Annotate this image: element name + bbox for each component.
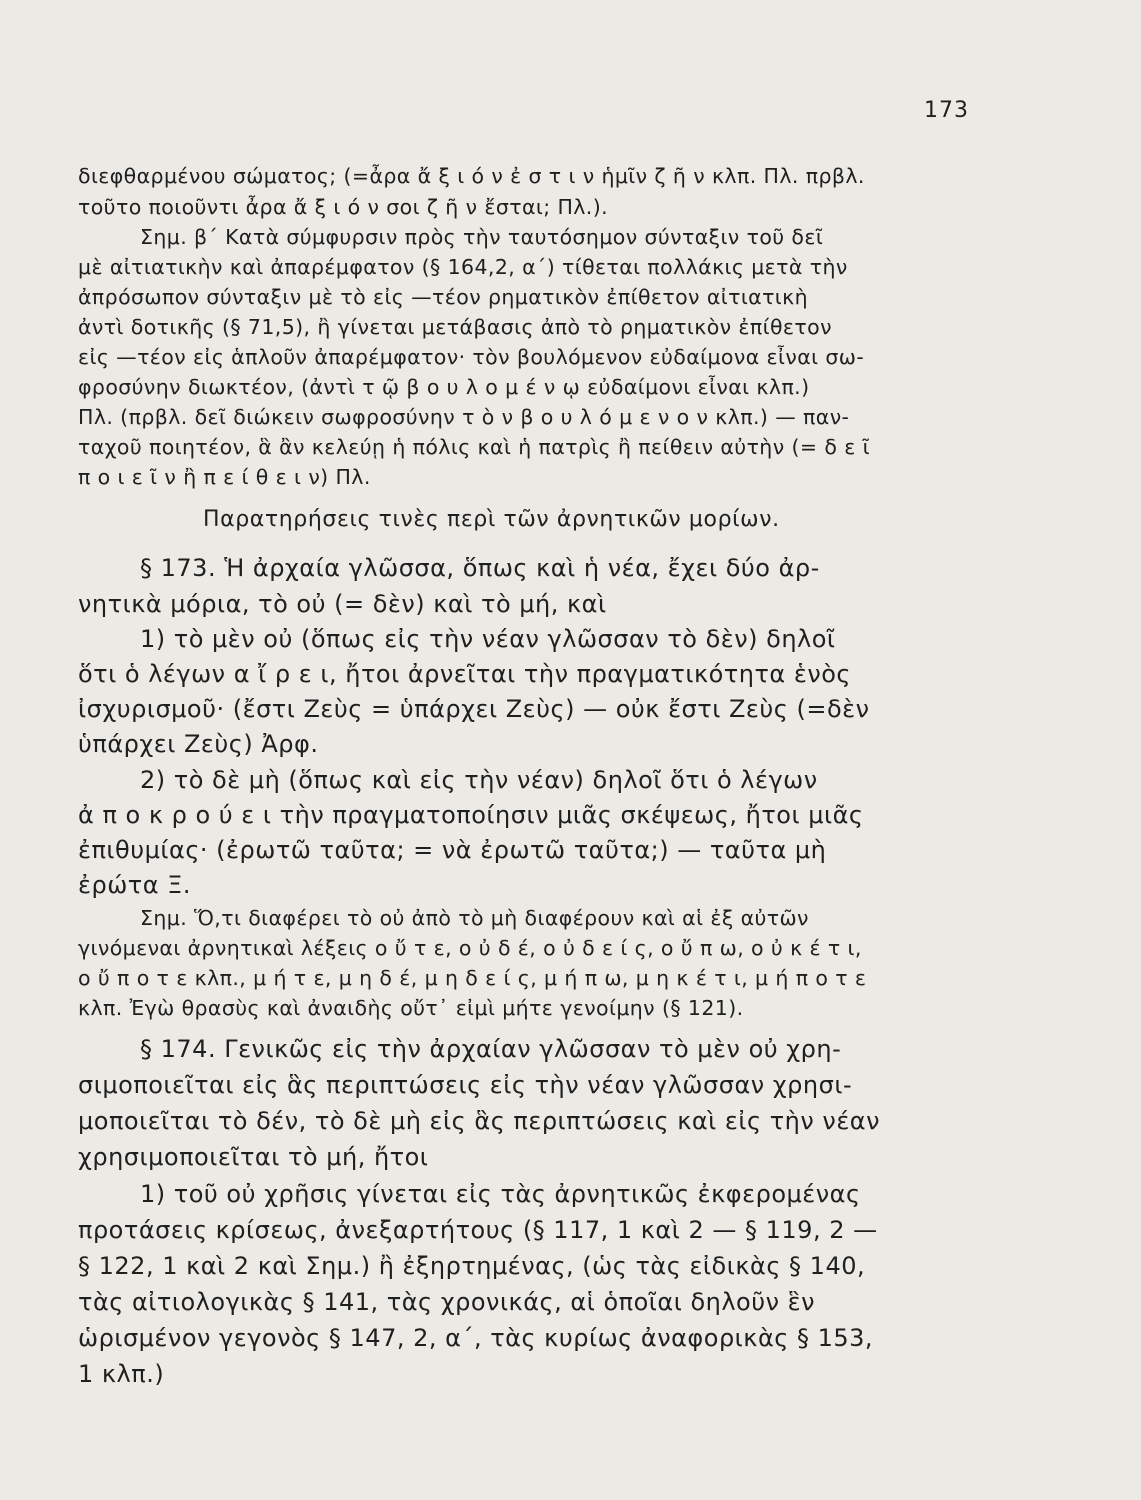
text-line: ὑπάρχει Ζεὺς) Ἀρφ.: [78, 730, 319, 758]
text-line: μὲ αἰτιατικὴν καὶ ἀπαρέμφατον (§ 164,2, α΄) τίθεται πολλάκις μετὰ τὴν: [78, 255, 848, 279]
text-line: Σημ. β΄ Κατὰ σύμφυρσιν πρὸς τὴν ταυτόσημον σύνταξιν τοῦ δεῖ: [140, 225, 824, 249]
text-line: § 174. Γενικῶς εἰς τὴν ἀρχαίαν γλῶσσαν τὸ μὲν οὐ χρη-: [140, 1035, 842, 1063]
text-line: ἐπιθυμίας· (ἐρωτῶ ταῦτα; = νὰ ἐρωτῶ ταῦτα;) — ταῦτα μὴ: [78, 836, 827, 864]
text-line: ἰσχυρισμοῦ· (ἔστι Ζεὺς = ὑπάρχει Ζεὺς) — οὐκ ἔστι Ζεὺς (=δὲν: [78, 695, 870, 723]
text-line: ἀπρόσωπον σύνταξιν μὲ τὸ εἰς —τέον ρηματικὸν ἐπίθετον αἰτιατικὴ: [78, 285, 809, 309]
text-line: νητικὰ μόρια, τὸ οὐ (= δὲν) καὶ τὸ μή, καὶ: [78, 590, 607, 618]
text-line: τὰς αἰτιολογικὰς § 141, τὰς χρονικάς, αἱ ὁποῖαι δηλοῦν ἓν: [78, 1288, 816, 1316]
text-line: 1) τοῦ οὐ χρῆσις γίνεται εἰς τὰς ἀρνητικῶς ἐκφερομένας: [140, 1180, 861, 1208]
text-line: § 122, 1 καὶ 2 καὶ Σημ.) ἢ ἐξηρτημένας, (ὡς τὰς εἰδικὰς § 140,: [78, 1252, 866, 1280]
text-line: ο ὔ π ο τ ε κλπ., μ ή τ ε, μ η δ έ, μ η δ ε ί ς, μ ή π ω, μ η κ έ τ ι, μ ή π ο τ ε: [78, 966, 867, 990]
text-line: διεφθαρμένου σώματος; (=ἆρα ἄ ξ ι ό ν ἐ σ τ ι ν ἡμῖν ζ ῆ ν κλπ. Πλ. πρβλ.: [78, 164, 865, 188]
text-line: ἐρώτα Ξ.: [78, 871, 191, 899]
text-line: χρησιμοποιεῖται τὸ μή, ἤτοι: [78, 1143, 429, 1171]
text-line: φροσύνην διωκτέον, (ἀντὶ τ ῷ β ο υ λ ο μ έ ν ῳ εὐδαίμονι εἶναι κλπ.): [78, 375, 810, 399]
text-line: μοποιεῖται τὸ δέν, τὸ δὲ μὴ εἰς ἃς περιπτώσεις καὶ εἰς τὴν νέαν: [78, 1107, 881, 1135]
text-line: κλπ. Ἐγὼ θρασὺς καὶ ἀναιδὴς οὔτ᾽ εἰμὶ μήτε γενοίμην (§ 121).: [78, 996, 744, 1020]
text-line: εἰς —τέον εἰς ἁπλοῦν ἀπαρέμφατον· τὸν βουλόμενον εὐδαίμονα εἶναι σω-: [78, 345, 865, 369]
text-line: 2) τὸ δὲ μὴ (ὅπως καὶ εἰς τὴν νέαν) δηλοῖ ὅτι ὁ λέγων: [140, 766, 818, 794]
text-line: ἀντὶ δοτικῆς (§ 71,5), ἢ γίνεται μετάβασις ἀπὸ τὸ ρηματικὸν ἐπίθετον: [78, 315, 832, 339]
text-line: 1 κλπ.): [78, 1360, 165, 1388]
text-line: ὡρισμένον γεγονὸς § 147, 2, α΄, τὰς κυρίως ἀναφορικὰς § 153,: [78, 1324, 874, 1352]
text-line: προτάσεις κρίσεως, ἀνεξαρτήτους (§ 117, 1 καὶ 2 — § 119, 2 —: [78, 1216, 878, 1244]
text-line: Πλ. (πρβλ. δεῖ διώκειν σωφροσύνην τ ὸ ν β ο υ λ ό μ ε ν ο ν κλπ.) — παν-: [78, 405, 850, 429]
text-line: γινόμεναι ἀρνητικαὶ λέξεις ο ὔ τ ε, ο ὐ δ έ, ο ὐ δ ε ί ς, ο ὔ π ω, ο ὐ κ έ τ ι,: [78, 936, 862, 960]
text-line: § 173. Ἡ ἀρχαία γλῶσσα, ὅπως καὶ ἡ νέα, ἔχει δύο ἀρ-: [140, 554, 820, 582]
page-number: 173: [924, 98, 969, 123]
text-line: π ο ι ε ῖ ν ἢ π ε ί θ ε ι ν) Πλ.: [78, 465, 371, 489]
text-line: ὅτι ὁ λέγων α ἴ ρ ε ι, ἤτοι ἀρνεῖται τὴν πραγματικότητα ἑνὸς: [78, 660, 852, 688]
text-line: Σημ. Ὅ,τι διαφέρει τὸ οὐ ἀπὸ τὸ μὴ διαφέρουν καὶ αἱ ἐξ αὐτῶν: [140, 906, 809, 930]
text-line: ἀ π ο κ ρ ο ύ ε ι τὴν πραγματοποίησιν μιᾶς σκέψεως, ἤτοι μιᾶς: [78, 801, 864, 829]
section-heading: Παρατηρήσεις τινὲς περὶ τῶν ἀρνητικῶν μορίων.: [203, 507, 780, 532]
text-line: σιμοποιεῖται εἰς ἃς περιπτώσεις εἰς τὴν νέαν γλῶσσαν χρησι-: [78, 1071, 853, 1099]
text-line: 1) τὸ μὲν οὐ (ὅπως εἰς τὴν νέαν γλῶσσαν τὸ δὲν) δηλοῖ: [140, 625, 836, 653]
text-line: τοῦτο ποιοῦντι ἆρα ἄ ξ ι ό ν σοι ζ ῆ ν ἔσται; Πλ.).: [78, 195, 609, 219]
text-line: ταχοῦ ποιητέον, ἃ ἂν κελεύῃ ἡ πόλις καὶ ἡ πατρὶς ἢ πείθειν αὐτὴν (= δ ε ῖ: [78, 435, 870, 459]
